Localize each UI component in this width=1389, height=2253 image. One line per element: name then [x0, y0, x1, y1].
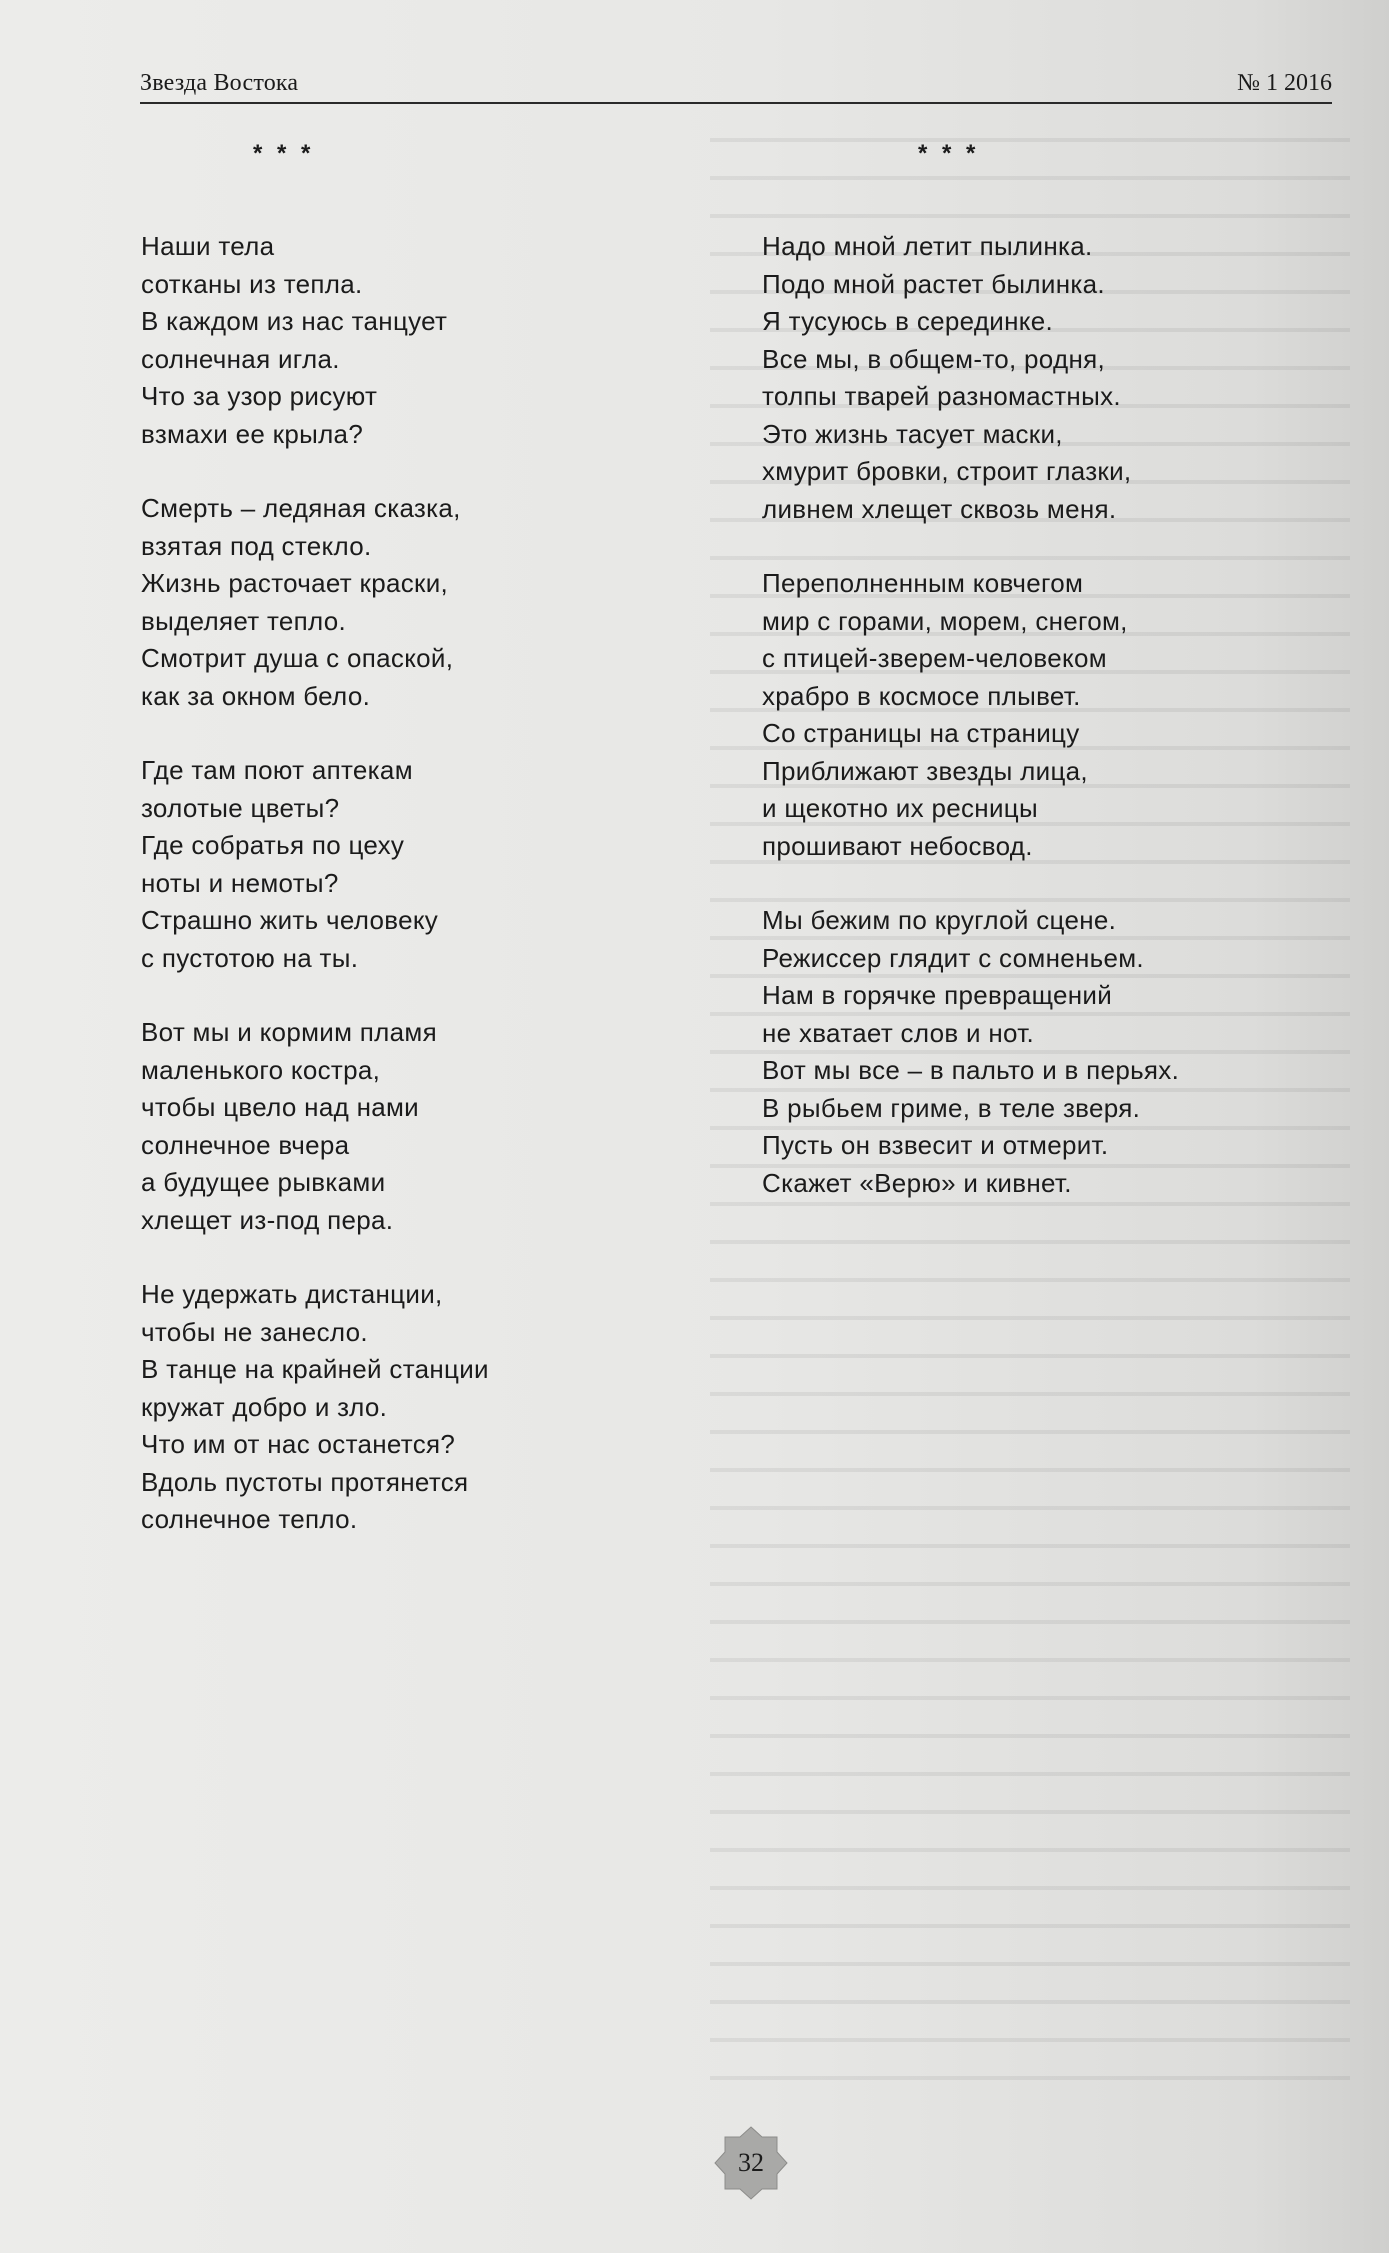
poem-line: хмурит бровки, строит глазки,	[762, 456, 1132, 486]
poem-right	[762, 228, 1322, 1202]
poem-line: а будущее рывками	[141, 1167, 386, 1197]
poem-line: В рыбьем гриме, в теле зверя.	[762, 1092, 1141, 1123]
poem-line: Переполненным ковчегом	[762, 568, 1084, 598]
poem-line: Подо мной растет былинка.	[762, 268, 1105, 299]
poem-line: Вот мы все – в пальто и в перьях.	[762, 1055, 1180, 1085]
poem-line: Вдоль пустоты протянется	[141, 1466, 469, 1497]
poem-line: мир с горами, морем, снегом,	[762, 605, 1128, 636]
stanza	[762, 902, 1322, 1202]
poem-line: ноты и немоты?	[141, 867, 339, 898]
poem-line: Жизнь расточает краски,	[141, 568, 449, 598]
poem-line: В танце на крайней станции	[141, 1354, 489, 1384]
poem-separator: * * *	[253, 140, 315, 167]
stanza	[141, 1014, 701, 1239]
left-column	[141, 140, 701, 1576]
poem-line: маленького костра,	[141, 1054, 381, 1085]
poem-line: Нам в горячке превращений	[762, 980, 1113, 1010]
page-number: 32	[738, 2148, 764, 2177]
poem-line: сотканы из тепла.	[141, 268, 363, 299]
stanza	[141, 1276, 701, 1539]
poem-line: с пустотою на ты.	[141, 942, 359, 973]
poem-line: Это жизнь тасует маски,	[762, 418, 1063, 449]
journal-title: Звезда Востока	[140, 70, 299, 96]
poem-line: Скажет «Верю» и кивнет.	[762, 1167, 1072, 1198]
stanza	[762, 228, 1322, 528]
poem-line: Наши тела	[141, 231, 275, 261]
poem-line: ливнем хлещет сквозь меня.	[762, 493, 1117, 524]
poem-line: Страшно жить человеку	[141, 905, 439, 935]
poem-line: Вот мы и кормим пламя	[141, 1017, 437, 1047]
poem-line: с птицей-зверем-человеком	[762, 643, 1107, 673]
running-header	[140, 66, 1332, 104]
page-number-badge	[713, 2125, 789, 2201]
poem-line: Все мы, в общем-то, родня,	[762, 343, 1106, 374]
poem-line: чтобы не занесло.	[141, 1316, 368, 1347]
poem-line: не хватает слов и нот.	[762, 1017, 1035, 1048]
poem-line: Режиссер глядит с сомненьем.	[762, 942, 1144, 973]
poem-line: Смерть – ледяная сказка,	[141, 493, 461, 523]
poem-line: Пусть он взвесит и отмерит.	[762, 1130, 1109, 1160]
issue-number: № 1 2016	[1237, 70, 1332, 96]
poem-line: Надо мной летит пылинка.	[762, 231, 1093, 261]
poem-line: взмахи ее крыла?	[141, 418, 364, 449]
poem-line: храбро в космосе плывет.	[762, 680, 1081, 711]
poem-line: толпы тварей разномастных.	[762, 381, 1121, 411]
stanza	[762, 565, 1322, 865]
poem-line: выделяет тепло.	[141, 605, 347, 636]
poem-line: кружат добро и зло.	[141, 1391, 388, 1422]
poem-line: солнечное вчера	[141, 1129, 350, 1160]
right-column	[762, 140, 1322, 1239]
poem-line: и щекотно их ресницы	[762, 793, 1038, 823]
poem-line: Мы бежим по круглой сцене.	[762, 905, 1117, 935]
stanza	[141, 490, 701, 715]
poem-line: хлещет из-под пера.	[141, 1204, 394, 1235]
poem-line: золотые цветы?	[141, 792, 340, 823]
poem-line: прошивают небосвод.	[762, 830, 1033, 861]
poem-line: Не удержать дистанции,	[141, 1279, 443, 1309]
poem-line: Смотрит душа с опаской,	[141, 643, 454, 673]
poem-left	[141, 228, 701, 1539]
poem-line: как за окном бело.	[141, 680, 371, 711]
poem-line: Приближают звезды лица,	[762, 755, 1088, 786]
poem-line: В каждом из нас танцует	[141, 306, 448, 336]
poem-line: Я тусуюсь в серединке.	[762, 306, 1054, 336]
poem-line: Что им от нас останется?	[141, 1429, 456, 1459]
stanza	[141, 752, 701, 977]
poem-line: Что за узор рисуют	[141, 381, 378, 411]
poem-line: Со страницы на страницу	[762, 718, 1080, 748]
poem-line: солнечная игла.	[141, 343, 340, 374]
poem-line: Где собратья по цеху	[141, 830, 405, 860]
poem-line: солнечное тепло.	[141, 1504, 358, 1534]
stanza	[141, 228, 701, 453]
poem-separator: * * *	[918, 140, 980, 167]
poem-line: Где там поют аптекам	[141, 755, 413, 785]
poem-line: взятая под стекло.	[141, 530, 372, 561]
poem-line: чтобы цвело над нами	[141, 1092, 420, 1122]
